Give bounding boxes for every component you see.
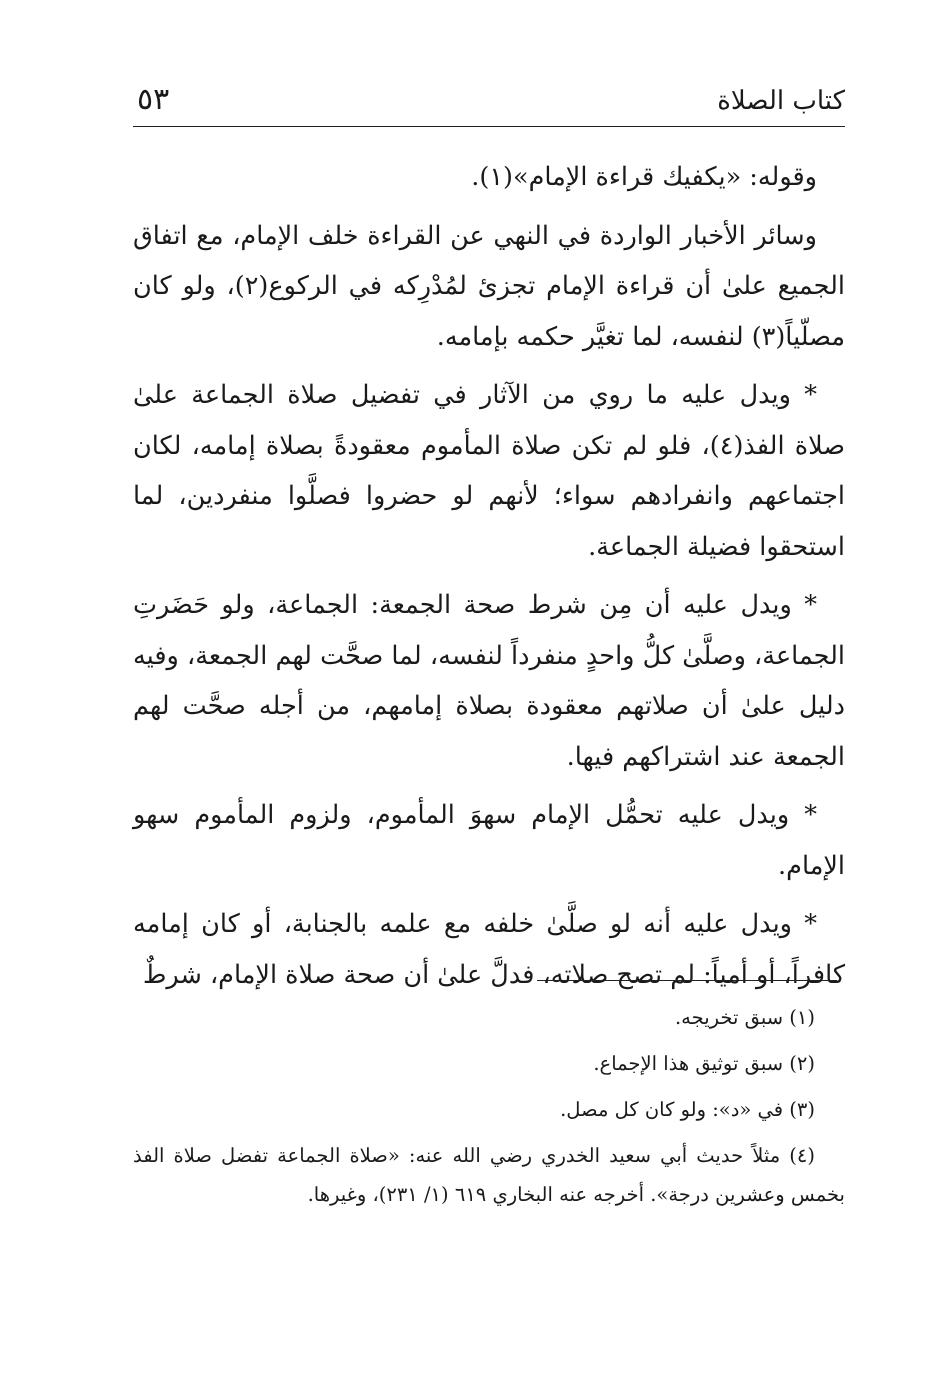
- paragraph: * ويدل عليه أن مِن شرط صحة الجمعة: الجماعة، ولو حَضَرتِ الجماعة، وصلَّىٰ كلُّ واحدٍ منفرداً لنفسه، لما صحَّت لهم الجمعة، وفيه دليل علىٰ أن صلاتهم معقودة بصلاة إمامهم، من أجله صحَّت لهم الجمعة عند اشتراكهم فيها.: [133, 590, 845, 772]
- page-number: ٥٣: [137, 82, 170, 117]
- footnotes: [133, 998, 845, 1221]
- page-header: [133, 80, 845, 127]
- paragraph: وقوله: «يكفيك قراءة الإمام»(١).: [471, 162, 817, 192]
- footnote: (٢) سبق توثيق هذا الإجماع.: [593, 1052, 815, 1075]
- paragraph: وسائر الأخبار الواردة في النهي عن القراءة خلف الإمام، مع اتفاق الجميع علىٰ أن قراءة الإمام تجزئ لمُدْرِكه في الركوع(٢)، ولو كان مصلّياً(٣) لنفسه، لما تغيَّر حكمه بإمامه.: [133, 220, 845, 352]
- paragraph: * ويدل عليه أنه لو صلَّىٰ خلفه مع علمه بالجنابة، أو كان إمامه كافراً، أو أمياً: لم تصح صلاته، فدلَّ علىٰ أن صحة صلاة الإمام، شرطٌ: [133, 909, 845, 990]
- footnote-divider: [537, 980, 837, 981]
- footnote: (١) سبق تخريجه.: [674, 1006, 815, 1029]
- footnote: (٤) مثلاً حديث أبي سعيد الخدري رضي الله عنه: «صلاة الجماعة تفضل صلاة الفذ بخمس وعشرين درجة». أخرجه عنه البخاري ٦١٩ (١/ ٢٣١)، وغيرها.: [133, 1144, 845, 1206]
- chapter-title: كتاب الصلاة: [717, 86, 845, 116]
- paragraph: * ويدل عليه ما روي من الآثار في تفضيل صلاة الجماعة علىٰ صلاة الفذ(٤)، فلو لم تكن صلاة المأموم معقودةً بصلاة إمامه، لكان اجتماعهم وانفرادهم سواء؛ لأنهم لو حضروا فصلَّوا منفردين، لما استحقوا فضيلة الجماعة.: [133, 380, 846, 562]
- footnote: (٣) في «د»: ولو كان كل مصل.: [560, 1098, 815, 1121]
- paragraph: * ويدل عليه تحمُّل الإمام سهوَ المأموم، ولزوم المأموم سهو الإمام.: [133, 800, 845, 881]
- main-text: [133, 152, 845, 1008]
